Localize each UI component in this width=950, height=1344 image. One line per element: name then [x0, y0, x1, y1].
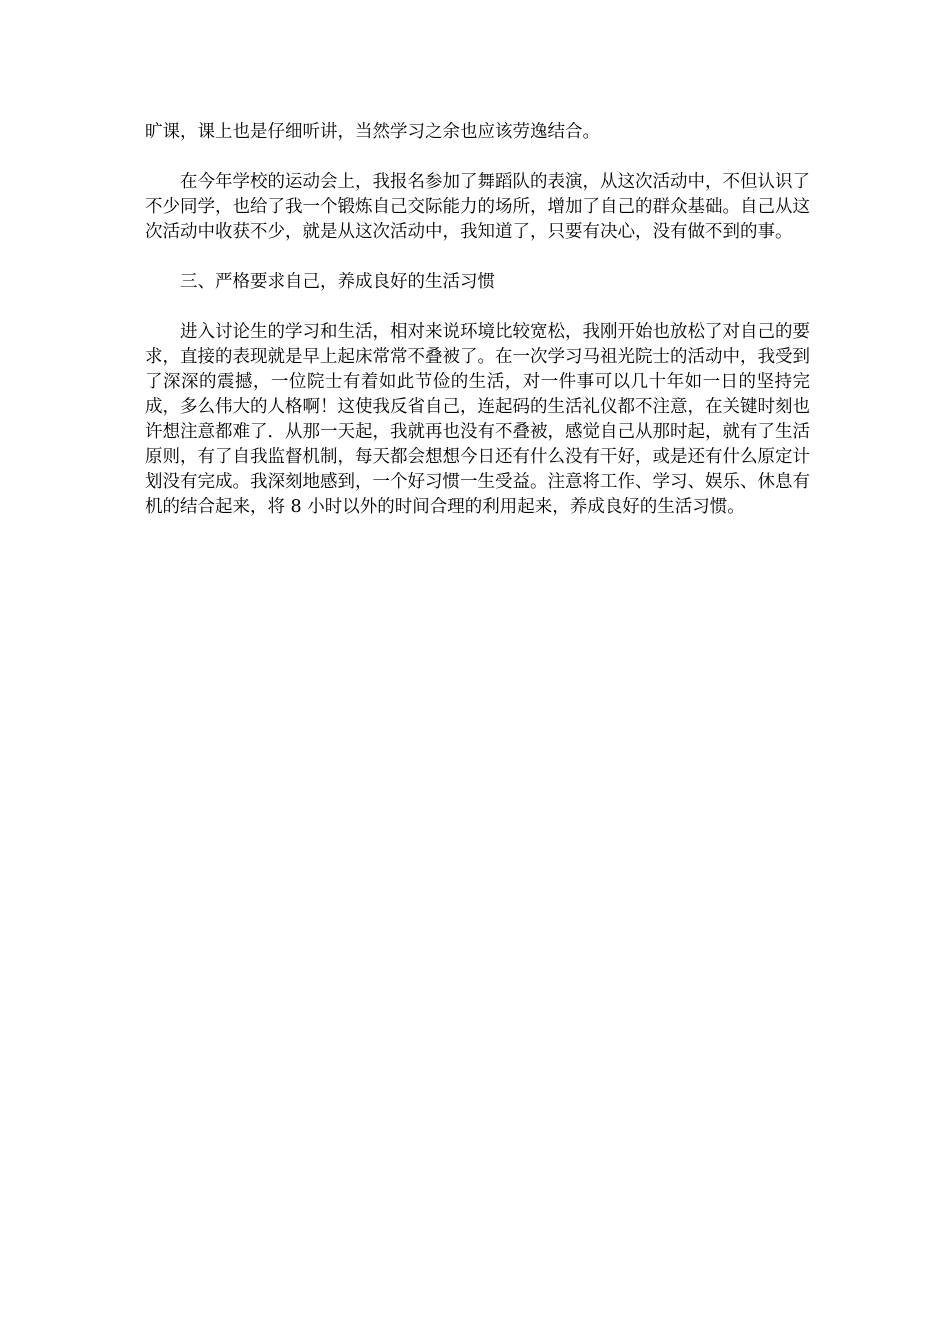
paragraph-continuation: 旷课，课上也是仔细听讲，当然学习之余也应该劳逸结合。 — [145, 122, 600, 142]
section-heading-three: 三、严格要求自己，养成良好的生活习惯 — [180, 272, 495, 292]
paragraph-living-habits: 进入讨论生的学习和生活，相对来说环境比较宽松，我刚开始也放松了对自己的要求，直接的表现就是早上起床常常不叠被了。在一次学习马祖光院士的活动中，我受到了深深的震撼，一位院士有着如此节俭的生活，对一件事可以几十年如一日的坚持完成，多么伟大的人格啊！这使我反省自己，连起码的生活礼仪都不注意，在关键时刻也许想注意都难了．从那一天起，我就再也没有不叠被，感觉自己从那时起，就有了生活原则，有了自我监督机制，每天都会想想今日还有什么没有干好，或是还有什么原定计划没有完成。我深刻地感到，一个好习惯一生受益。注意将工作、学习、娱乐、休息有机的结合起来，将 8 小时以外的时间合理的利用起来，养成良好的生活习惯。 — [145, 322, 810, 517]
document-body — [145, 120, 810, 545]
paragraph-sports-meet: 在今年学校的运动会上，我报名参加了舞蹈队的表演，从这次活动中，不但认识了不少同学，也给了我一个锻炼自己交际能力的场所，增加了自己的群众基础。自己从这次活动中收获不少，就是从这次活动中，我知道了，只要有决心，没有做不到的事。 — [145, 172, 810, 242]
